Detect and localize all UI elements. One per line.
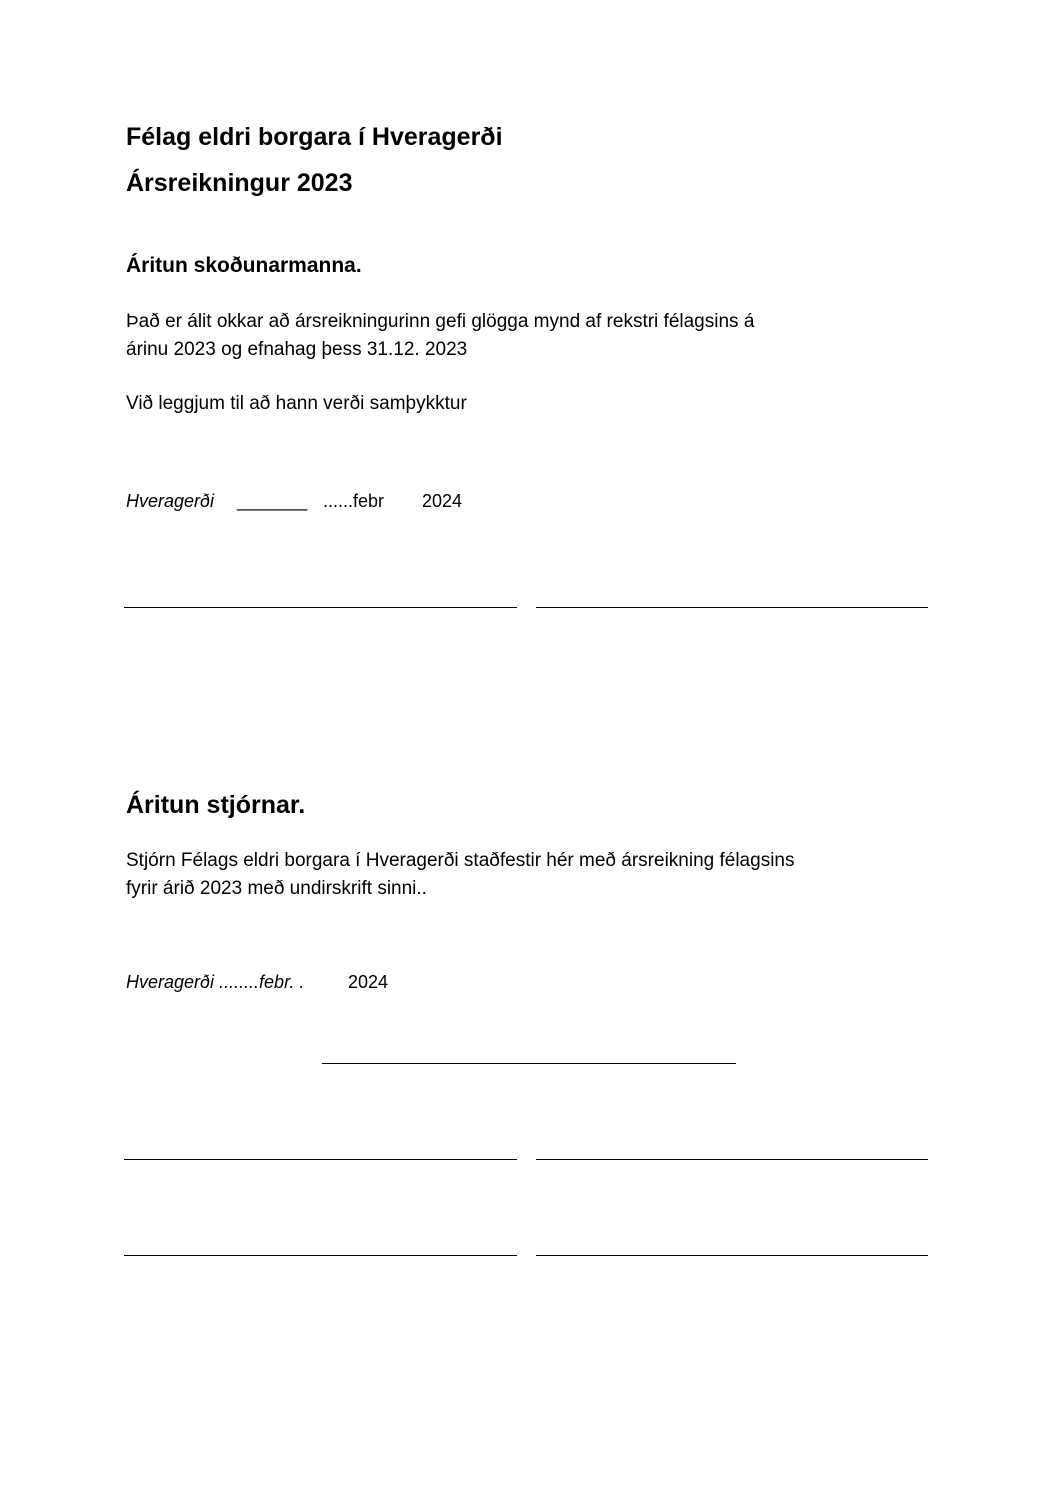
auditors-paragraph — [126, 308, 946, 364]
auditors-place-date — [126, 491, 214, 512]
auditors-day-blank: _______ — [237, 491, 308, 511]
board-place-date: Hveragerði ........febr. . — [126, 972, 305, 992]
auditor-signature-line-2 — [536, 607, 928, 608]
board-signature-line-2 — [536, 1159, 928, 1160]
board-paragraph — [126, 847, 946, 903]
board-signature-line-4 — [536, 1255, 928, 1256]
board-year: 2024 — [348, 972, 389, 992]
auditors-year: 2024 — [422, 491, 463, 511]
auditors-heading: Áritun skoðunarmanna. — [126, 254, 362, 277]
board-chair-signature-line — [322, 1063, 736, 1064]
auditor-signature-line-1 — [124, 607, 517, 608]
board-signature-line-1 — [124, 1159, 517, 1160]
board-heading: Áritun stjórnar. — [126, 791, 306, 819]
org-title: Félag eldri borgara í Hveragerði — [126, 123, 503, 151]
auditors-paragraph-line-2: árinu 2023 og efnahag þess 31.12. 2023 — [126, 339, 468, 360]
auditors-month: ......febr — [323, 491, 385, 511]
board-paragraph-line-1: Stjórn Félags eldri borgara í Hveragerði staðfestir hér með ársreikning félagsins — [126, 850, 795, 871]
board-signature-line-3 — [124, 1255, 517, 1256]
auditors-place: Hveragerði — [126, 491, 215, 511]
board-paragraph-line-2: fyrir árið 2023 með undirskrift sinni.. — [126, 878, 427, 899]
report-title: Ársreikningur 2023 — [126, 169, 353, 197]
auditors-recommendation: Við leggjum til að hann verði samþykktur — [126, 393, 467, 414]
auditors-paragraph-line-1: Það er álit okkar að ársreikningurinn gefi glögga mynd af rekstri félagsins á — [126, 311, 755, 332]
